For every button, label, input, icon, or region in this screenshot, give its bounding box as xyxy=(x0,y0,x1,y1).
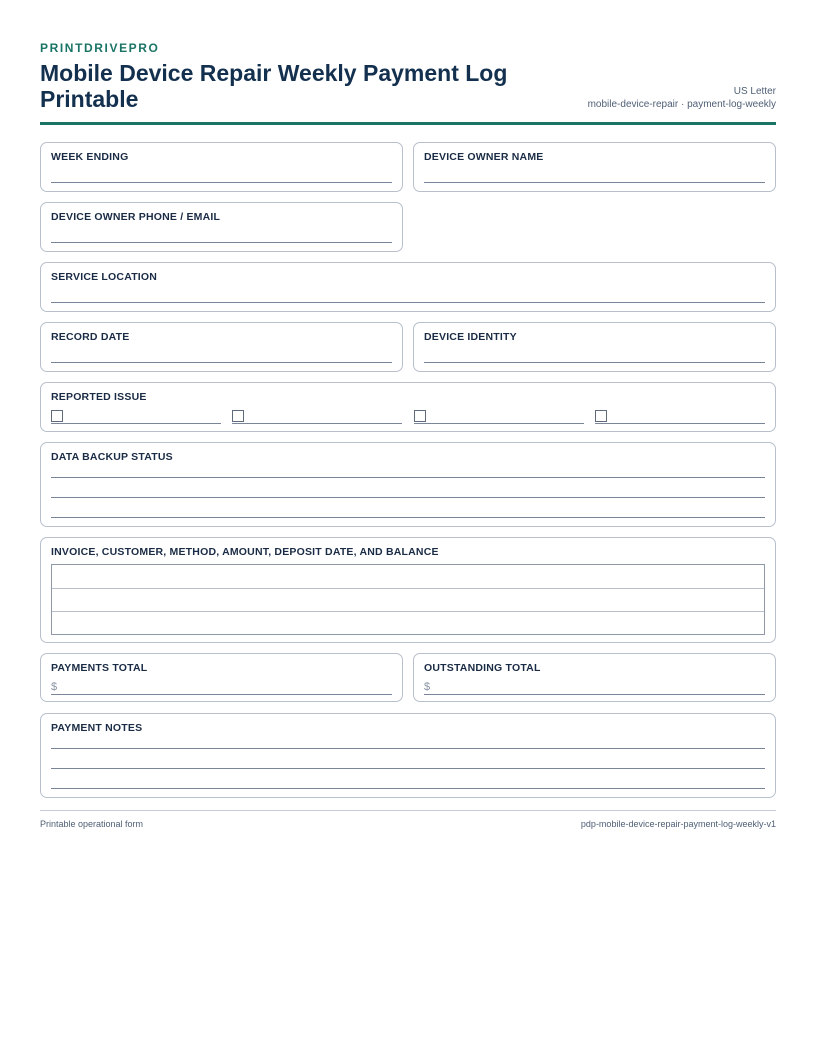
data-backup-line-3[interactable] xyxy=(51,517,765,518)
device-owner-name-field[interactable] xyxy=(413,142,776,192)
footer-divider xyxy=(40,810,776,811)
form-id: pdp-mobile-device-repair-payment-log-weekly-v1 xyxy=(580,819,776,829)
paper-size: US Letter xyxy=(733,86,776,97)
data-backup-line-2[interactable] xyxy=(51,497,765,498)
page-title: Mobile Device Repair Weekly Payment Log Printable xyxy=(40,60,508,112)
reported-issue-option-1[interactable] xyxy=(51,410,221,424)
page-meta xyxy=(588,85,776,111)
payment-notes-label: PAYMENT NOTES xyxy=(51,722,143,734)
payment-notes-field[interactable] xyxy=(40,713,776,798)
week-ending-line[interactable] xyxy=(51,182,392,183)
data-backup-status-label: DATA BACKUP STATUS xyxy=(51,451,173,463)
payments-total-label: PAYMENTS TOTAL xyxy=(51,662,148,674)
option-line[interactable] xyxy=(414,423,584,424)
table-row-divider xyxy=(52,588,764,589)
checkbox[interactable] xyxy=(595,410,607,422)
payments-table-section xyxy=(40,537,776,643)
device-owner-contact-line[interactable] xyxy=(51,242,392,243)
service-location-field[interactable] xyxy=(40,262,776,312)
currency-symbol: $ xyxy=(51,681,58,693)
outstanding-total-label: OUTSTANDING TOTAL xyxy=(424,662,541,674)
week-ending-field[interactable] xyxy=(40,142,403,192)
brand-name: PRINTDRIVEPRO xyxy=(40,41,160,55)
reported-issue-label: REPORTED ISSUE xyxy=(51,391,147,403)
payments-total-line[interactable] xyxy=(51,694,392,695)
form-tags: mobile-device-repair · payment-log-weekly xyxy=(587,99,776,110)
checkbox[interactable] xyxy=(51,410,63,422)
device-identity-label: DEVICE IDENTITY xyxy=(424,331,517,343)
record-date-line[interactable] xyxy=(51,362,392,363)
device-owner-name-label: DEVICE OWNER NAME xyxy=(424,151,544,163)
payment-notes-line-2[interactable] xyxy=(51,768,765,769)
device-identity-field[interactable] xyxy=(413,322,776,372)
reported-issue-field xyxy=(40,382,776,432)
device-identity-line[interactable] xyxy=(424,362,765,363)
reported-issue-option-2[interactable] xyxy=(232,410,402,424)
payments-table[interactable] xyxy=(51,564,765,635)
record-date-field[interactable] xyxy=(40,322,403,372)
outstanding-total-line[interactable] xyxy=(424,694,765,695)
data-backup-status-field[interactable] xyxy=(40,442,776,527)
payments-table-label: INVOICE, CUSTOMER, METHOD, AMOUNT, DEPOSIT DATE, AND BALANCE xyxy=(51,546,439,558)
device-owner-contact-label: DEVICE OWNER PHONE / EMAIL xyxy=(51,211,221,223)
outstanding-total-field[interactable] xyxy=(413,653,776,702)
footer-note: Printable operational form xyxy=(40,819,144,829)
option-line[interactable] xyxy=(51,423,221,424)
currency-symbol: $ xyxy=(424,681,431,693)
option-line[interactable] xyxy=(595,423,765,424)
record-date-label: RECORD DATE xyxy=(51,331,130,343)
option-line[interactable] xyxy=(232,423,402,424)
service-location-label: SERVICE LOCATION xyxy=(51,271,158,283)
device-owner-name-line[interactable] xyxy=(424,182,765,183)
reported-issue-option-3[interactable] xyxy=(414,410,584,424)
service-location-line[interactable] xyxy=(51,302,765,303)
checkbox[interactable] xyxy=(232,410,244,422)
payments-total-field[interactable] xyxy=(40,653,403,702)
table-row-divider xyxy=(52,611,764,612)
week-ending-label: WEEK ENDING xyxy=(51,151,129,163)
checkbox[interactable] xyxy=(414,410,426,422)
reported-issue-option-4[interactable] xyxy=(595,410,765,424)
data-backup-line-1[interactable] xyxy=(51,477,765,478)
payment-notes-line-3[interactable] xyxy=(51,788,765,789)
header-divider xyxy=(40,122,776,125)
device-owner-contact-field[interactable] xyxy=(40,202,403,252)
payment-notes-line-1[interactable] xyxy=(51,748,765,749)
